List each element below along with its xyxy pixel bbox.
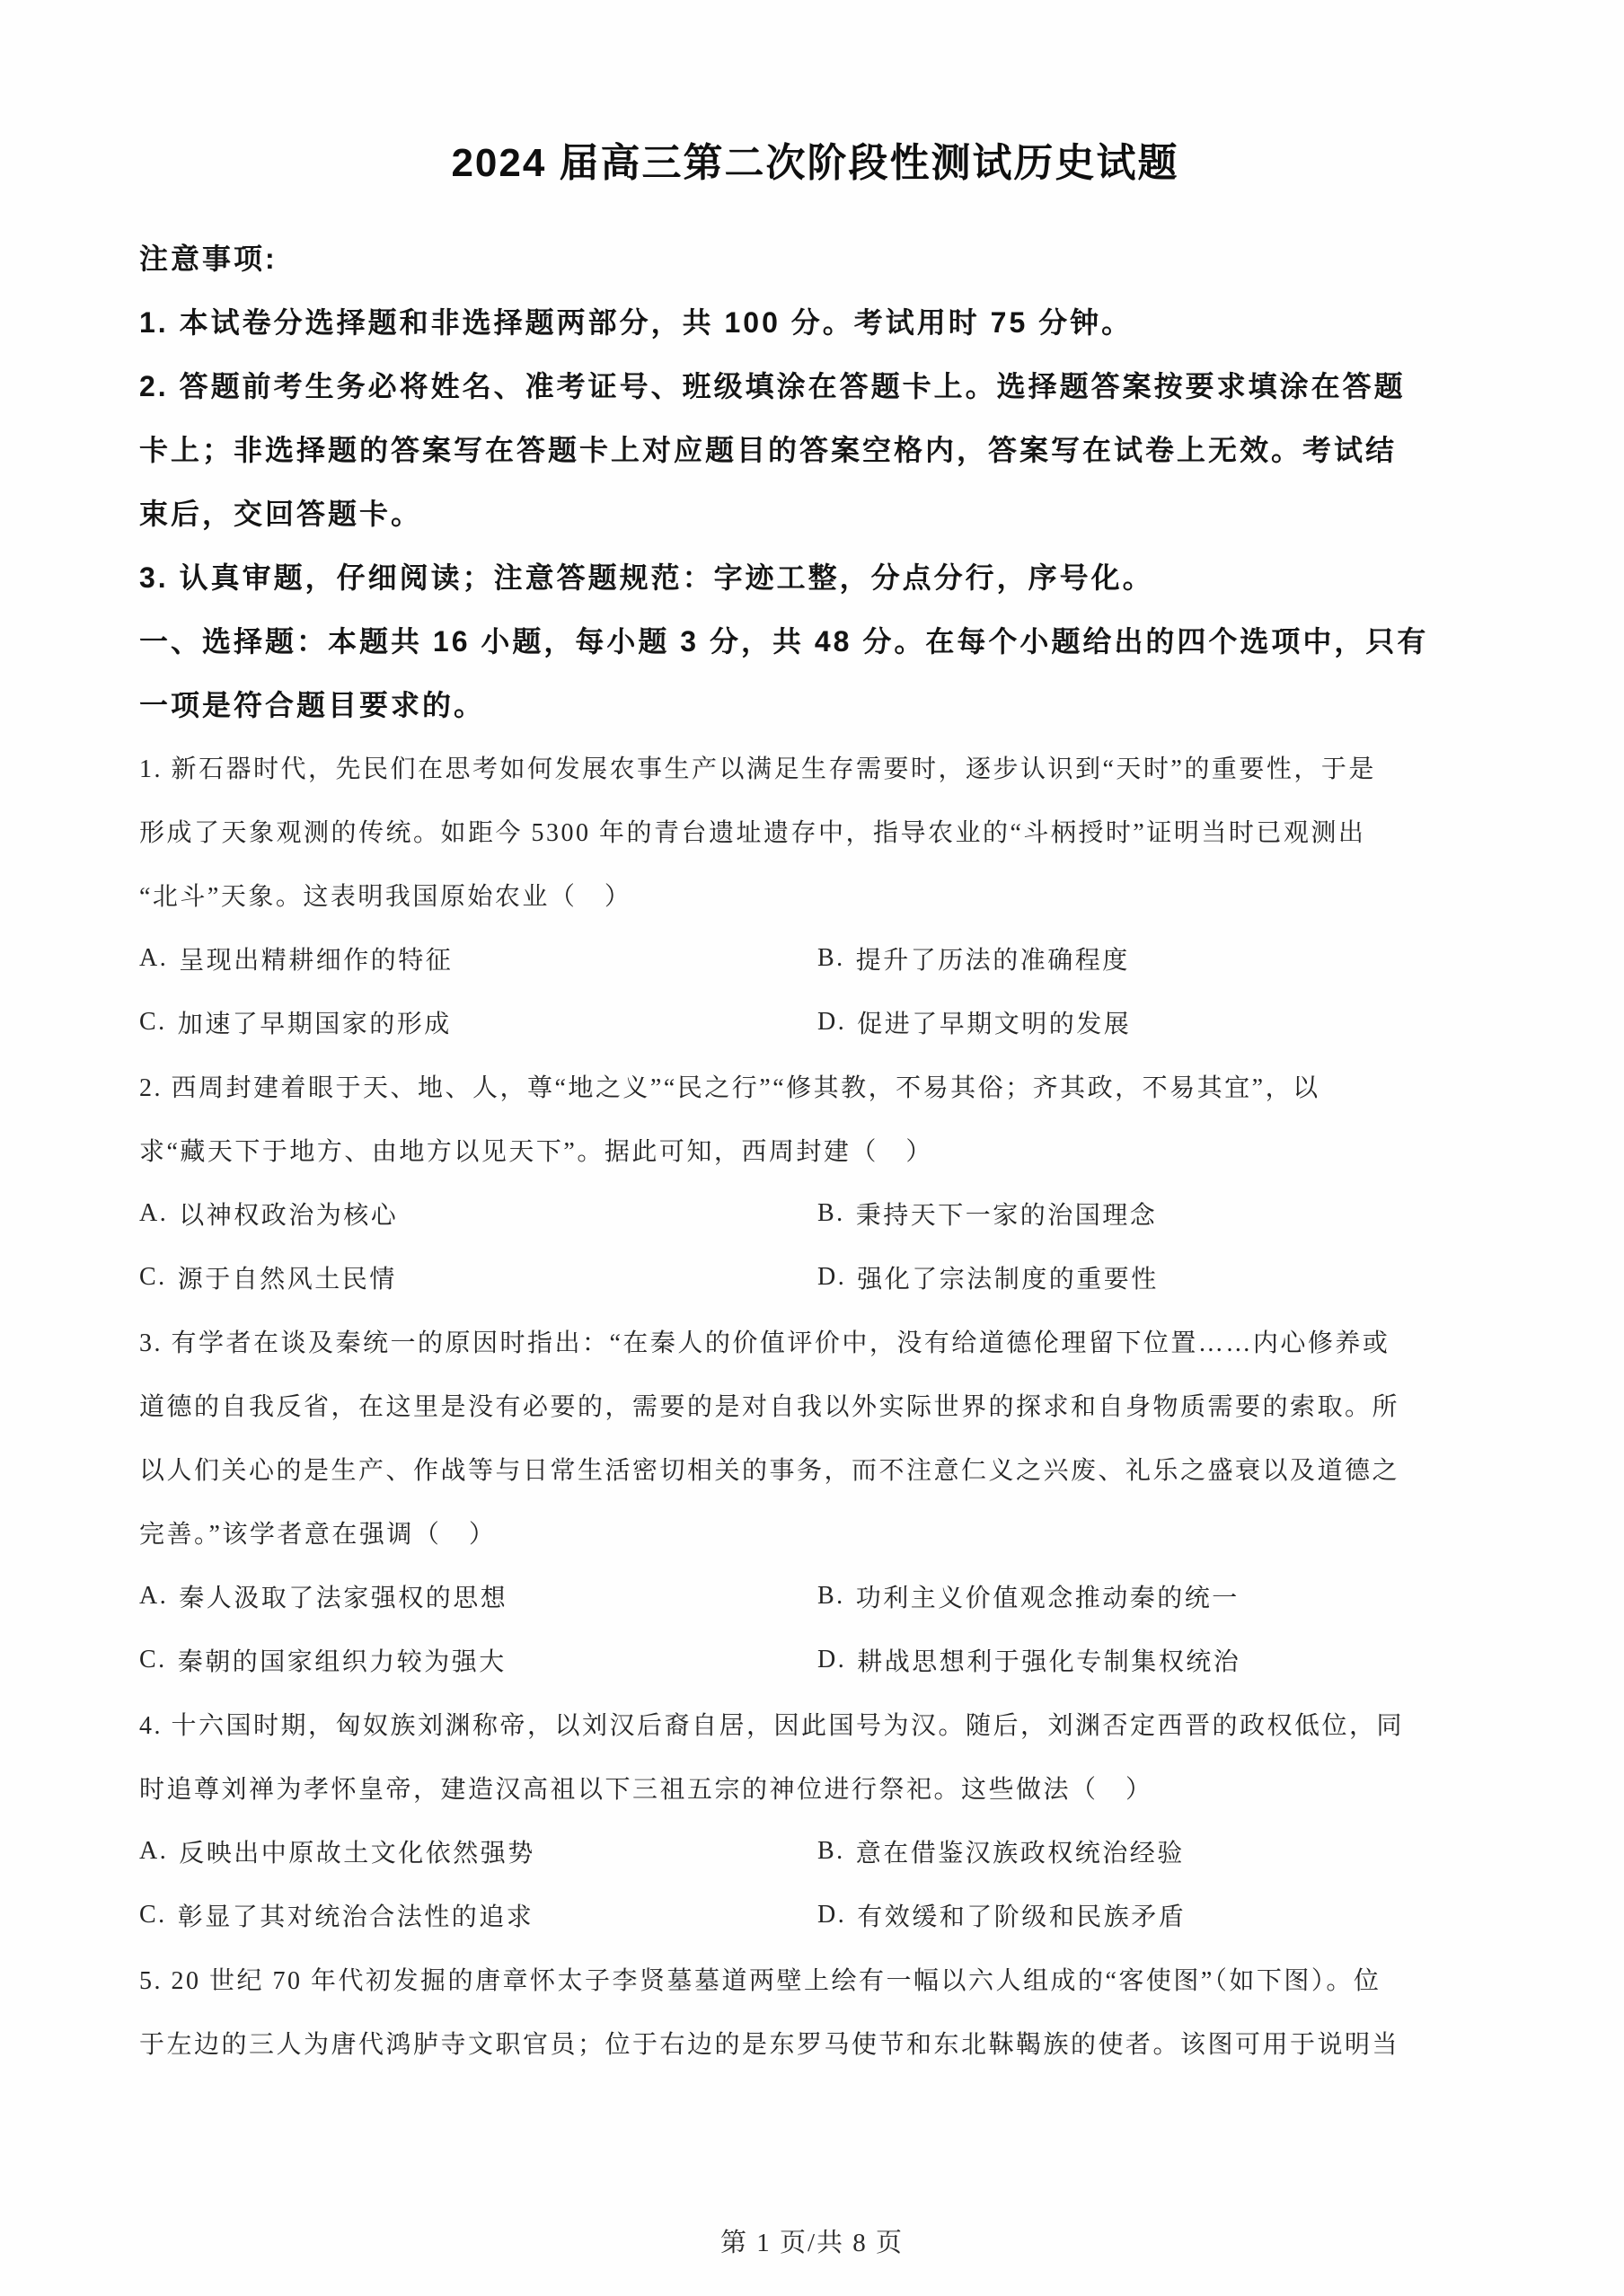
- option-label: A.: [139, 1836, 169, 1865]
- option-text: 促进了早期文明的发展: [857, 1010, 1132, 1038]
- notice-line-3: 卡上；非选择题的答案写在答题卡上对应题目的答案空格内，答案写在试卷上无效。考试结: [139, 433, 1398, 466]
- option-text: 提升了历法的准确程度: [855, 946, 1130, 975]
- q1-option-c: [139, 1004, 817, 1040]
- section-heading-line-2: 一项是符合题目要求的。: [139, 688, 486, 721]
- q2-option-d: [817, 1259, 1491, 1295]
- q1-stem-line: 1. 新石器时代，先民们在思考如何发展农事生产以满足生存需要时，逐步认识到“天时”的重要性，于是: [139, 755, 1376, 783]
- q3-options-row-2: [139, 1628, 1491, 1691]
- option-text: 源于自然风土民情: [177, 1265, 397, 1294]
- option-label: B.: [817, 1581, 845, 1610]
- notice-heading: 注意事项:: [139, 242, 278, 275]
- option-label: C.: [139, 1900, 167, 1929]
- q2-option-c: [139, 1259, 817, 1295]
- q1-stem-line: 形成了天象观测的传统。如距今 5300 年的青台遗址遗存中，指导农业的“斗柄授时”证明当时已观测出: [139, 818, 1366, 847]
- option-label: D.: [817, 1645, 847, 1673]
- q3-options-row-1: [139, 1564, 1491, 1628]
- q3-stem-line: 3. 有学者在谈及秦统一的原因时指出：“在秦人的价值评价中，没有给道德伦理留下位置……内心修养或: [139, 1329, 1390, 1357]
- option-label: D.: [817, 1007, 847, 1036]
- q1-options-row-1: [139, 926, 1491, 990]
- page-title: 2024 届高三第二次阶段性测试历史试题: [451, 141, 1179, 185]
- option-text: 功利主义价值观念推动秦的统一: [855, 1584, 1240, 1612]
- q4-stem-line: 4. 十六国时期，匈奴族刘渊称帝，以刘汉后裔自居，因此国号为汉。随后，刘渊否定西晋的政权低位，同: [139, 1711, 1405, 1740]
- q3-stem-line: 完善。”该学者意在强调（ ）: [139, 1520, 497, 1549]
- q2-options-row-1: [139, 1181, 1491, 1245]
- q2-option-b: [817, 1196, 1491, 1232]
- option-text: 秦朝的国家组织力较为强大: [177, 1647, 507, 1676]
- q2-stem-line: 求“藏天下于地方、由地方以见天下”。据此可知，西周封建（ ）: [139, 1137, 933, 1166]
- option-label: D.: [817, 1900, 847, 1929]
- option-label: A.: [139, 1581, 169, 1610]
- q3-option-a: [139, 1578, 817, 1614]
- q1-stem-line: “北斗”天象。这表明我国原始农业（ ）: [139, 882, 632, 911]
- q1-option-d: [817, 1004, 1491, 1040]
- section-heading-line-1: 一、选择题：本题共 16 小题，每小题 3 分，共 48 分。在每个小题给出的四个选项中，只有: [139, 624, 1429, 658]
- option-label: B.: [817, 1198, 845, 1227]
- notice-line-2: 2. 答题前考生务必将姓名、准考证号、班级填涂在答题卡上。选择题答案按要求填涂在答题: [139, 369, 1406, 402]
- option-label: C.: [139, 1262, 167, 1291]
- q3-stem-line: 以人们关心的是生产、作战等与日常生活密切相关的事务，而不注意仁义之兴废、礼乐之盛衰以及道德之: [139, 1456, 1400, 1485]
- q3-option-c: [139, 1642, 817, 1678]
- q2-option-a: [139, 1196, 817, 1232]
- q5-stem-line: 5. 20 世纪 70 年代初发掘的唐章怀太子李贤墓墓道两壁上绘有一幅以六人组成的“客使图”（如下图）。位: [139, 1966, 1381, 1995]
- q4-options-row-2: [139, 1883, 1491, 1947]
- q4-option-d: [817, 1897, 1491, 1933]
- q1-option-b: [817, 940, 1491, 976]
- q3-stem-line: 道德的自我反省，在这里是没有必要的，需要的是对自我以外实际世界的探求和自身物质需要的索取。所: [139, 1392, 1400, 1421]
- option-label: A.: [139, 1198, 169, 1227]
- option-text: 以神权政治为核心: [179, 1201, 399, 1230]
- option-text: 加速了早期国家的形成: [177, 1010, 452, 1038]
- notice-line-4: 束后，交回答题卡。: [139, 497, 423, 530]
- q3-option-d: [817, 1642, 1491, 1678]
- option-text: 反映出中原故土文化依然强势: [179, 1839, 535, 1868]
- q5-stem-line: 于左边的三人为唐代鸿胪寺文职官员；位于右边的是东罗马使节和东北靺鞨族的使者。该图可用于说明当: [139, 2030, 1400, 2059]
- option-text: 呈现出精耕细作的特征: [179, 946, 454, 975]
- option-text: 强化了宗法制度的重要性: [857, 1265, 1159, 1294]
- option-text: 耕战思想利于强化专制集权统治: [857, 1647, 1241, 1676]
- option-label: D.: [817, 1262, 847, 1291]
- q3-option-b: [817, 1578, 1491, 1614]
- option-text: 彰显了其对统治合法性的追求: [177, 1903, 534, 1931]
- option-label: A.: [139, 943, 169, 972]
- option-text: 秉持天下一家的治国理念: [855, 1201, 1158, 1230]
- q4-stem-line: 时追尊刘禅为孝怀皇帝，建造汉高祖以下三祖五宗的神位进行祭祀。这些做法（ ）: [139, 1775, 1153, 1804]
- page-number-footer: 第 1 页/共 8 页: [719, 2229, 905, 2257]
- q2-options-row-2: [139, 1245, 1491, 1309]
- notice-line-5: 3. 认真审题，仔细阅读；注意答题规范：字迹工整，分点分行，序号化。: [139, 561, 1154, 594]
- q2-stem-line: 2. 西周封建着眼于天、地、人，尊“地之义”“民之行”“修其教，不易其俗；齐其政，不易其宜”，以: [139, 1073, 1320, 1102]
- notice-line-1: 1. 本试卷分选择题和非选择题两部分，共 100 分。考试用时 75 分钟。: [139, 305, 1134, 339]
- q4-option-a: [139, 1833, 817, 1869]
- option-text: 意在借鉴汉族政权统治经验: [855, 1839, 1185, 1868]
- option-label: C.: [139, 1007, 167, 1036]
- q4-options-row-1: [139, 1819, 1491, 1883]
- page-content: [139, 0, 1491, 2074]
- option-label: C.: [139, 1645, 167, 1673]
- q1-options-row-2: [139, 990, 1491, 1054]
- q1-option-a: [139, 940, 817, 976]
- option-text: 有效缓和了阶级和民族矛盾: [857, 1903, 1187, 1931]
- q4-option-c: [139, 1897, 817, 1933]
- q4-option-b: [817, 1833, 1491, 1869]
- option-label: B.: [817, 1836, 845, 1865]
- option-text: 秦人汲取了法家强权的思想: [179, 1584, 508, 1612]
- option-label: B.: [817, 943, 845, 972]
